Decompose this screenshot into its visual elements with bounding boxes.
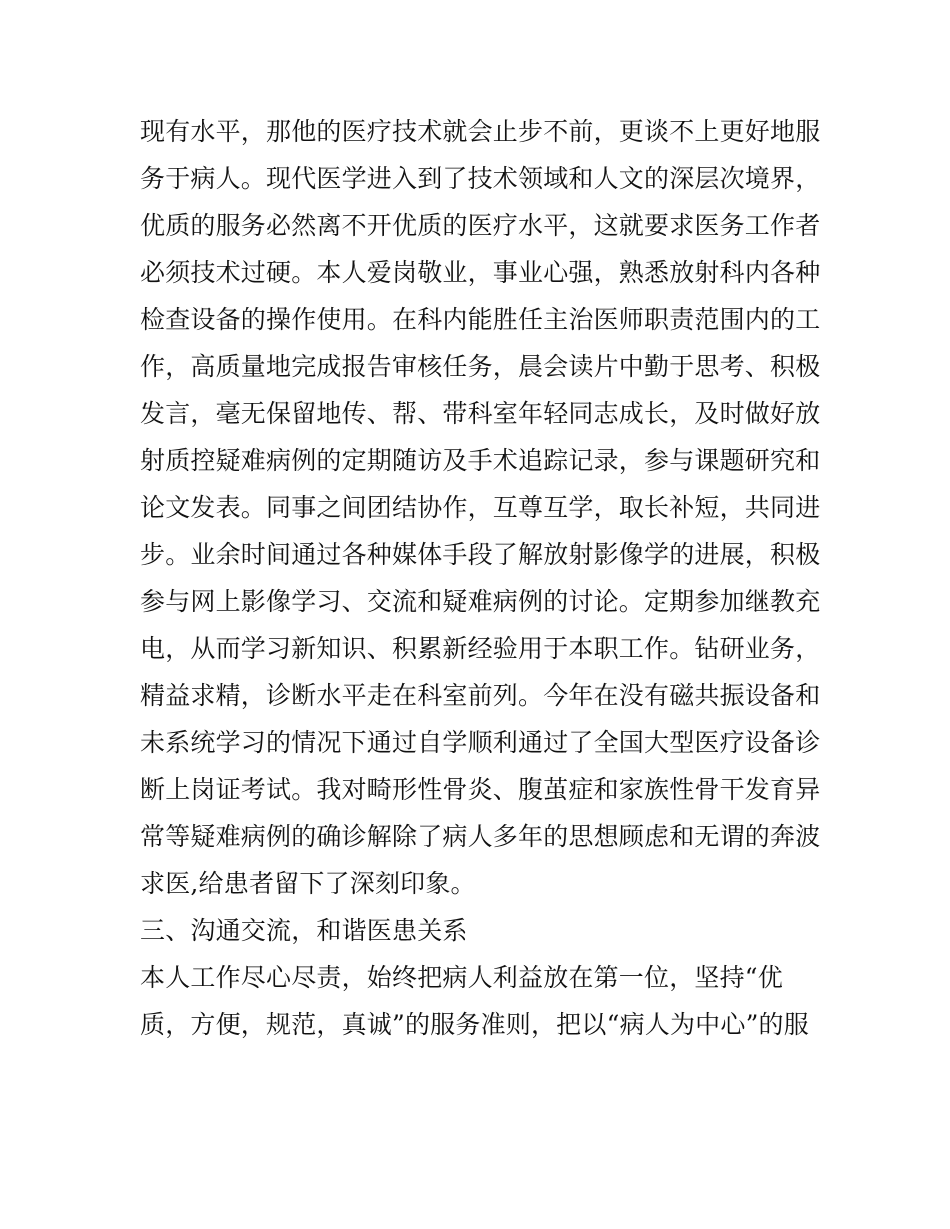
text-line: 现有水平，那他的医疗技术就会止步不前，更谈不上更好地服 bbox=[140, 117, 821, 146]
text-line: 求医,给患者留下了深刻印象。 bbox=[140, 869, 476, 898]
text-line: 常等疑难病例的确诊解除了病人多年的思想顾虑和无谓的奔波 bbox=[140, 822, 821, 851]
text-line: 步。业余时间通过各种媒体手段了解放射影像学的进展，积极 bbox=[140, 540, 821, 569]
text-line: 射质控疑难病例的定期随访及手术追踪记录，参与课题研究和 bbox=[140, 446, 821, 475]
text-line: 参与网上影像学习、交流和疑难病例的讨论。定期参加继教充 bbox=[140, 587, 821, 616]
text-line: 优质的服务必然离不开优质的医疗水平，这就要求医务工作者 bbox=[140, 211, 821, 240]
text-line: 本人工作尽心尽责，始终把病人利益放在第一位，坚持“优 bbox=[140, 963, 783, 992]
section-heading: 三、沟通交流，和谐医患关系 bbox=[140, 916, 468, 945]
text-line: 发言，毫无保留地传、帮、带科室年轻同志成长，及时做好放 bbox=[140, 399, 821, 428]
text-line: 精益求精，诊断水平走在科室前列。今年在没有磁共振设备和 bbox=[140, 681, 821, 710]
text-line: 电，从而学习新知识、积累新经验用于本职工作。钻研业务， bbox=[140, 634, 821, 663]
text-line: 论文发表。同事之间团结协作，互尊互学，取长补短，共同进 bbox=[140, 493, 821, 522]
text-line: 务于病人。现代医学进入到了技术领域和人文的深层次境界， bbox=[140, 164, 821, 193]
text-line: 未系统学习的情况下通过自学顺利通过了全国大型医疗设备诊 bbox=[140, 728, 821, 757]
text-line: 检查设备的操作使用。在科内能胜任主治医师职责范围内的工 bbox=[140, 305, 821, 334]
text-line: 断上岗证考试。我对畸形性骨炎、腹茧症和家族性骨干发育异 bbox=[140, 775, 821, 804]
text-line: 作，高质量地完成报告审核任务，晨会读片中勤于思考、积极 bbox=[140, 352, 821, 381]
body-text bbox=[140, 108, 820, 1048]
text-line: 质，方便，规范，真诚”的服务准则，把以“病人为中心”的服 bbox=[140, 1010, 809, 1039]
text-line: 必须技术过硬。本人爱岗敬业，事业心强，熟悉放射科内各种 bbox=[140, 258, 821, 287]
